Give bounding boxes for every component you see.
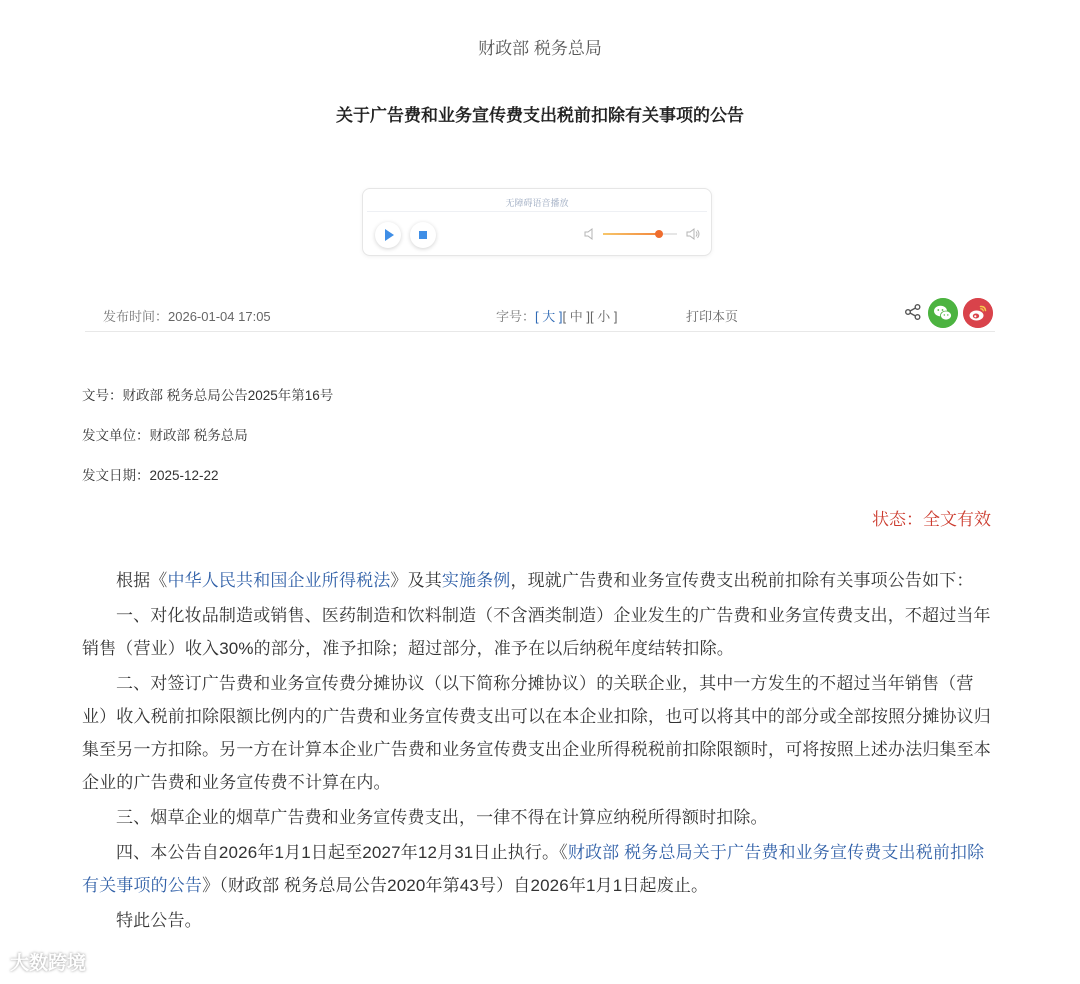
status-label: 状态： xyxy=(872,510,923,529)
issuing-unit xyxy=(82,424,248,444)
issue-date xyxy=(82,464,219,484)
paragraph: 三、烟草企业的烟草广告费和业务宣传费支出，一律不得在计算应纳税所得额时扣除。 xyxy=(116,808,768,827)
weibo-icon[interactable] xyxy=(963,298,993,328)
doc-number-label: 文号： xyxy=(82,388,123,403)
font-size-selector xyxy=(496,306,617,325)
paragraph: 根据《中华人民共和国企业所得税法》及其实施条例，现就广告费和业务宣传费支出税前扣除有关事项公告如下： xyxy=(116,571,974,590)
volume-low-icon[interactable] xyxy=(583,227,597,241)
issuer: 财政部 税务总局 xyxy=(478,39,602,58)
article-body xyxy=(82,564,992,939)
law-link[interactable]: 中华人民共和国企业所得税法 xyxy=(167,571,391,590)
regulation-link[interactable]: 实施条例 xyxy=(441,571,511,590)
share-icon[interactable] xyxy=(903,302,923,322)
volume-knob[interactable] xyxy=(655,230,663,238)
publish-time-value: 2026-01-04 17:05 xyxy=(168,309,271,324)
meta-bar xyxy=(85,298,995,332)
issuing-unit-label: 发文单位： xyxy=(82,428,150,443)
stop-button[interactable] xyxy=(410,222,436,248)
watermark: 大数跨境 xyxy=(10,953,87,974)
publish-time xyxy=(103,306,271,325)
doc-number xyxy=(82,384,333,404)
volume-slider[interactable] xyxy=(603,233,677,235)
issuing-unit-value: 财政部 税务总局 xyxy=(149,428,248,443)
page-title: 关于广告费和业务宣传费支出税前扣除有关事项的公告 xyxy=(336,106,744,125)
audio-player xyxy=(362,188,712,256)
paragraph: 四、本公告自2026年1月1日起至2027年12月31日止执行。《财政部 税务总局关于广告费和业务宣传费支出税前扣除有关事项的公告》（财政部 税务总局公告2020年第43号）自2026年1月1日起废止。 xyxy=(82,843,985,895)
previous-notice-link[interactable]: 财政部 税务总局关于广告费和业务宣传费支出税前扣除有关事项的公告 xyxy=(82,843,985,895)
paragraph: 特此公告。 xyxy=(116,911,202,930)
font-size-large[interactable]: [ 大 ] xyxy=(535,309,563,324)
doc-number-value: 财政部 税务总局公告2025年第16号 xyxy=(122,388,334,403)
volume-high-icon[interactable] xyxy=(685,227,701,241)
font-size-small[interactable]: [ 小 ] xyxy=(589,309,618,324)
status-value: 全文有效 xyxy=(923,510,991,529)
paragraph: 二、对签订广告费和业务宣传费分摊协议（以下简称分摊协议）的关联企业，其中一方发生的不超过当年销售（营业）收入税前扣除限额比例内的广告费和业务宣传费支出可以在本企业扣除，也可以将其中的部分或全部按照分摊协议归集至另一方扣除。另一方在计算本企业广告费和业务宣传费支出企业所得税税前扣除限额时，可将按照上述办法归集至本企业的广告费和业务宣传费不计算在内。 xyxy=(82,674,991,792)
publish-time-label: 发布时间： xyxy=(103,309,169,324)
issue-date-value: 2025-12-22 xyxy=(149,468,219,483)
font-size-medium[interactable]: [ 中 ] xyxy=(562,309,590,324)
volume-fill xyxy=(603,233,659,235)
font-size-label: 字号： xyxy=(496,309,536,324)
player-label: 无障碍语音播放 xyxy=(505,198,569,208)
play-button[interactable] xyxy=(375,222,401,248)
paragraph: 一、对化妆品制造或销售、医药制造和饮料制造（不含酒类制造）企业发生的广告费和业务宣传费支出，不超过当年销售（营业）收入30%的部分，准予扣除；超过部分，准予在以后纳税年度结转扣除。 xyxy=(82,606,991,658)
issue-date-label: 发文日期： xyxy=(82,468,150,483)
print-button[interactable]: 打印本页 xyxy=(686,309,739,324)
status-badge xyxy=(872,505,991,530)
player-divider xyxy=(367,211,707,212)
wechat-icon[interactable] xyxy=(928,298,958,328)
